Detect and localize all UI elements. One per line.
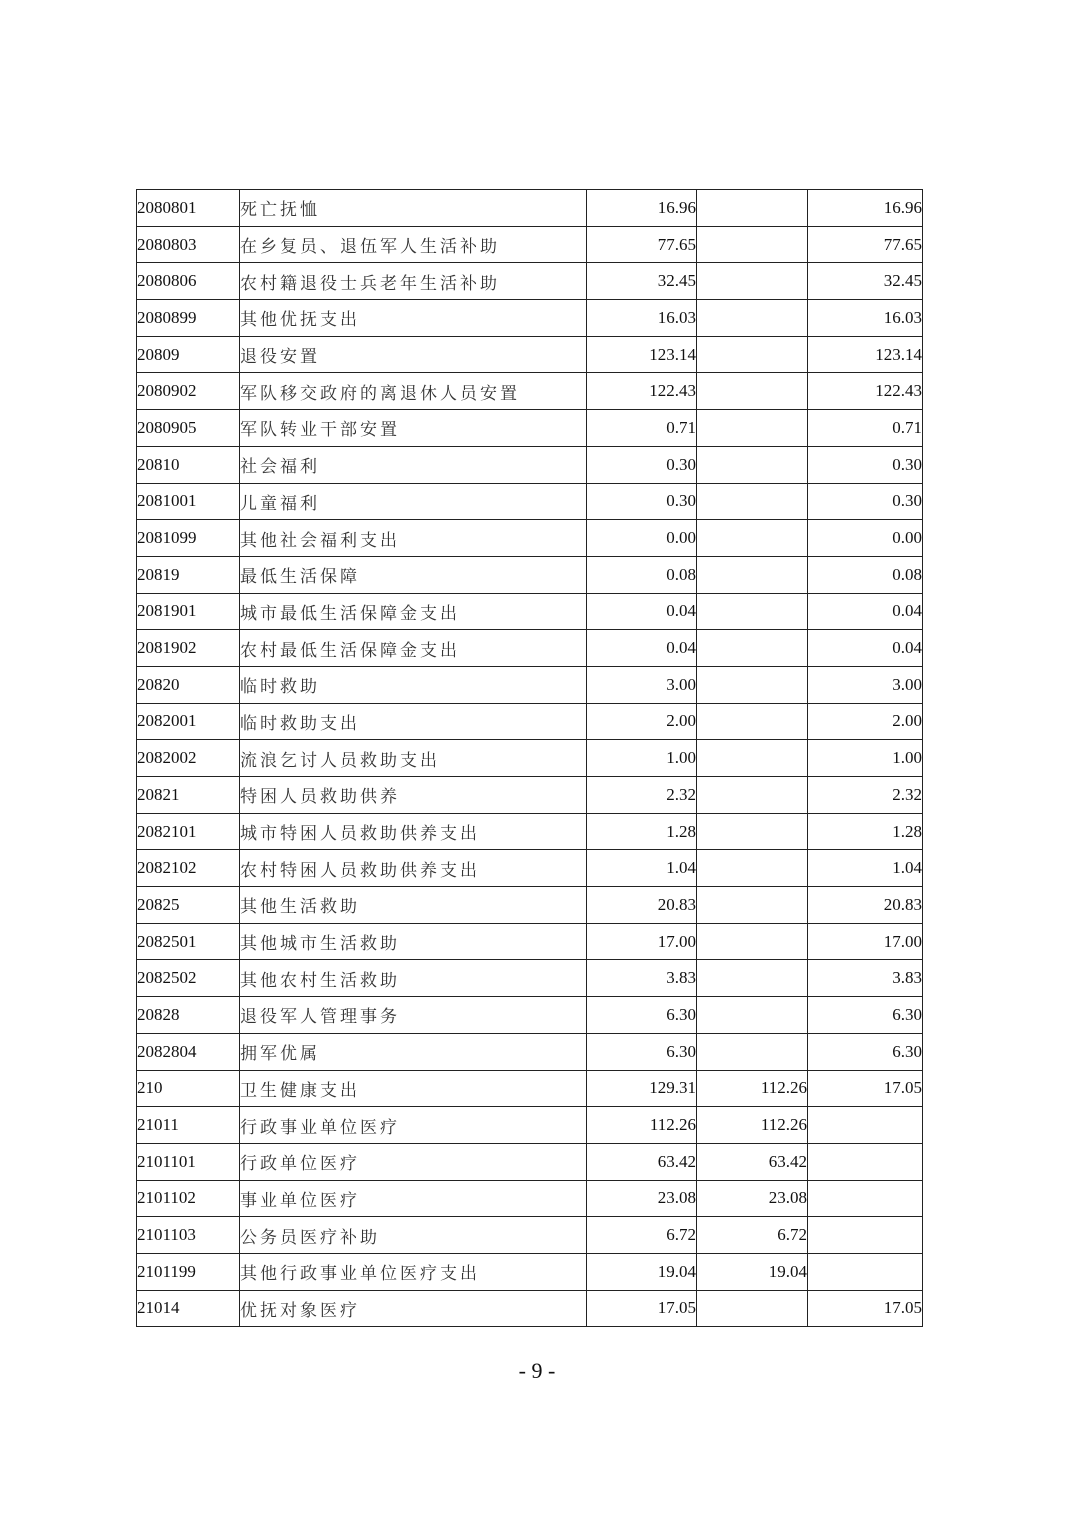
- name-cell: 城市最低生活保障金支出: [240, 593, 587, 630]
- basic-cell: 63.42: [697, 1143, 808, 1180]
- code-cell: 20828: [137, 997, 240, 1034]
- total-cell: 2.00: [587, 703, 697, 740]
- project-cell: 0.30: [808, 483, 923, 520]
- code-cell: 2080806: [137, 263, 240, 300]
- total-cell: 122.43: [587, 373, 697, 410]
- table-row: [137, 446, 923, 483]
- code-cell: 2080801: [137, 190, 240, 227]
- code-cell: 20810: [137, 446, 240, 483]
- table-row: [137, 190, 923, 227]
- code-cell: 2082002: [137, 740, 240, 777]
- code-cell: 2082102: [137, 850, 240, 887]
- name-cell: 退役安置: [240, 336, 587, 373]
- code-cell: 20820: [137, 666, 240, 703]
- name-cell: 行政事业单位医疗: [240, 1107, 587, 1144]
- total-cell: 1.28: [587, 813, 697, 850]
- name-cell: 公务员医疗补助: [240, 1217, 587, 1254]
- code-cell: 20825: [137, 887, 240, 924]
- total-cell: 0.00: [587, 520, 697, 557]
- code-cell: 21011: [137, 1107, 240, 1144]
- basic-cell: 112.26: [697, 1107, 808, 1144]
- code-cell: 2082804: [137, 1033, 240, 1070]
- name-cell: 军队移交政府的离退休人员安置: [240, 373, 587, 410]
- table-row: [137, 1253, 923, 1290]
- project-cell: 0.08: [808, 556, 923, 593]
- total-cell: 77.65: [587, 226, 697, 263]
- table-row: [137, 410, 923, 447]
- project-cell: 0.04: [808, 593, 923, 630]
- code-cell: 2082101: [137, 813, 240, 850]
- total-cell: 6.30: [587, 1033, 697, 1070]
- name-cell: 临时救助支出: [240, 703, 587, 740]
- basic-cell: [697, 630, 808, 667]
- project-cell: 3.83: [808, 960, 923, 997]
- total-cell: 123.14: [587, 336, 697, 373]
- basic-cell: [697, 703, 808, 740]
- total-cell: 17.00: [587, 923, 697, 960]
- code-cell: 210: [137, 1070, 240, 1107]
- project-cell: 2.32: [808, 777, 923, 814]
- basic-cell: [697, 226, 808, 263]
- table-row: [137, 520, 923, 557]
- name-cell: 流浪乞讨人员救助支出: [240, 740, 587, 777]
- name-cell: 其他生活救助: [240, 887, 587, 924]
- project-cell: 0.04: [808, 630, 923, 667]
- code-cell: 2080803: [137, 226, 240, 263]
- project-cell: 32.45: [808, 263, 923, 300]
- project-cell: 17.00: [808, 923, 923, 960]
- project-cell: 0.00: [808, 520, 923, 557]
- table-row: [137, 777, 923, 814]
- project-cell: [808, 1217, 923, 1254]
- basic-cell: [697, 887, 808, 924]
- name-cell: 特困人员救助供养: [240, 777, 587, 814]
- project-cell: 17.05: [808, 1290, 923, 1327]
- name-cell: 卫生健康支出: [240, 1070, 587, 1107]
- basic-cell: [697, 666, 808, 703]
- total-cell: 0.30: [587, 483, 697, 520]
- project-cell: 16.03: [808, 300, 923, 337]
- table-row: [137, 1033, 923, 1070]
- total-cell: 129.31: [587, 1070, 697, 1107]
- total-cell: 17.05: [587, 1290, 697, 1327]
- name-cell: 退役军人管理事务: [240, 997, 587, 1034]
- project-cell: 6.30: [808, 997, 923, 1034]
- name-cell: 最低生活保障: [240, 556, 587, 593]
- total-cell: 0.71: [587, 410, 697, 447]
- project-cell: 17.05: [808, 1070, 923, 1107]
- code-cell: 21014: [137, 1290, 240, 1327]
- code-cell: 2101102: [137, 1180, 240, 1217]
- code-cell: 2080902: [137, 373, 240, 410]
- name-cell: 优抚对象医疗: [240, 1290, 587, 1327]
- name-cell: 其他行政事业单位医疗支出: [240, 1253, 587, 1290]
- project-cell: 2.00: [808, 703, 923, 740]
- name-cell: 其他农村生活救助: [240, 960, 587, 997]
- name-cell: 城市特困人员救助供养支出: [240, 813, 587, 850]
- basic-cell: [697, 593, 808, 630]
- total-cell: 0.04: [587, 593, 697, 630]
- code-cell: 2081901: [137, 593, 240, 630]
- table-row: [137, 703, 923, 740]
- total-cell: 6.72: [587, 1217, 697, 1254]
- project-cell: [808, 1143, 923, 1180]
- table-row: [137, 226, 923, 263]
- table-row: [137, 960, 923, 997]
- total-cell: 20.83: [587, 887, 697, 924]
- basic-cell: [697, 336, 808, 373]
- total-cell: 32.45: [587, 263, 697, 300]
- project-cell: 20.83: [808, 887, 923, 924]
- basic-cell: [697, 923, 808, 960]
- table-row: [137, 923, 923, 960]
- basic-cell: [697, 446, 808, 483]
- total-cell: 6.30: [587, 997, 697, 1034]
- table-row: [137, 630, 923, 667]
- page-number: - 9 -: [518, 1358, 556, 1383]
- basic-cell: [697, 410, 808, 447]
- name-cell: 其他社会福利支出: [240, 520, 587, 557]
- name-cell: 拥军优属: [240, 1033, 587, 1070]
- code-cell: 2082501: [137, 923, 240, 960]
- name-cell: 儿童福利: [240, 483, 587, 520]
- name-cell: 农村特困人员救助供养支出: [240, 850, 587, 887]
- table-row: [137, 850, 923, 887]
- project-cell: [808, 1253, 923, 1290]
- table-row: [137, 997, 923, 1034]
- code-cell: 2101199: [137, 1253, 240, 1290]
- table-row: [137, 1290, 923, 1327]
- basic-cell: 23.08: [697, 1180, 808, 1217]
- total-cell: 19.04: [587, 1253, 697, 1290]
- table-row: [137, 1107, 923, 1144]
- total-cell: 112.26: [587, 1107, 697, 1144]
- basic-cell: [697, 483, 808, 520]
- project-cell: [808, 1180, 923, 1217]
- code-cell: 2081001: [137, 483, 240, 520]
- table-row: [137, 556, 923, 593]
- total-cell: 63.42: [587, 1143, 697, 1180]
- basic-cell: [697, 1033, 808, 1070]
- total-cell: 16.03: [587, 300, 697, 337]
- code-cell: 2081099: [137, 520, 240, 557]
- table-row: [137, 666, 923, 703]
- project-cell: 1.00: [808, 740, 923, 777]
- name-cell: 农村最低生活保障金支出: [240, 630, 587, 667]
- code-cell: 2101103: [137, 1217, 240, 1254]
- name-cell: 其他优抚支出: [240, 300, 587, 337]
- total-cell: 16.96: [587, 190, 697, 227]
- table-row: [137, 1070, 923, 1107]
- basic-cell: [697, 373, 808, 410]
- total-cell: 3.00: [587, 666, 697, 703]
- basic-cell: [697, 263, 808, 300]
- code-cell: 2080899: [137, 300, 240, 337]
- project-cell: 1.28: [808, 813, 923, 850]
- code-cell: 2082502: [137, 960, 240, 997]
- basic-cell: [697, 190, 808, 227]
- project-cell: [808, 1107, 923, 1144]
- project-cell: 16.96: [808, 190, 923, 227]
- name-cell: 事业单位医疗: [240, 1180, 587, 1217]
- basic-cell: [697, 997, 808, 1034]
- name-cell: 行政单位医疗: [240, 1143, 587, 1180]
- project-cell: 0.71: [808, 410, 923, 447]
- total-cell: 0.04: [587, 630, 697, 667]
- code-cell: 2101101: [137, 1143, 240, 1180]
- name-cell: 在乡复员、退伍军人生活补助: [240, 226, 587, 263]
- code-cell: 2080905: [137, 410, 240, 447]
- name-cell: 死亡抚恤: [240, 190, 587, 227]
- table-row: [137, 1180, 923, 1217]
- total-cell: 3.83: [587, 960, 697, 997]
- name-cell: 农村籍退役士兵老年生活补助: [240, 263, 587, 300]
- total-cell: 0.30: [587, 446, 697, 483]
- basic-cell: 112.26: [697, 1070, 808, 1107]
- code-cell: 2081902: [137, 630, 240, 667]
- basic-cell: [697, 960, 808, 997]
- table-row: [137, 336, 923, 373]
- total-cell: 0.08: [587, 556, 697, 593]
- table-row: [137, 1143, 923, 1180]
- basic-cell: [697, 300, 808, 337]
- project-cell: 122.43: [808, 373, 923, 410]
- table-row: [137, 813, 923, 850]
- total-cell: 1.00: [587, 740, 697, 777]
- basic-cell: [697, 740, 808, 777]
- name-cell: 临时救助: [240, 666, 587, 703]
- project-cell: 0.30: [808, 446, 923, 483]
- table-row: [137, 263, 923, 300]
- basic-cell: [697, 520, 808, 557]
- basic-cell: 19.04: [697, 1253, 808, 1290]
- code-cell: 20821: [137, 777, 240, 814]
- basic-cell: [697, 1290, 808, 1327]
- project-cell: 3.00: [808, 666, 923, 703]
- budget-expenditure-table: [136, 189, 923, 1327]
- basic-cell: [697, 850, 808, 887]
- project-cell: 1.04: [808, 850, 923, 887]
- name-cell: 军队转业干部安置: [240, 410, 587, 447]
- name-cell: 其他城市生活救助: [240, 923, 587, 960]
- table-row: [137, 483, 923, 520]
- project-cell: 123.14: [808, 336, 923, 373]
- basic-cell: [697, 556, 808, 593]
- code-cell: 2082001: [137, 703, 240, 740]
- basic-cell: 6.72: [697, 1217, 808, 1254]
- project-cell: 6.30: [808, 1033, 923, 1070]
- basic-cell: [697, 777, 808, 814]
- name-cell: 社会福利: [240, 446, 587, 483]
- table-row: [137, 1217, 923, 1254]
- code-cell: 20819: [137, 556, 240, 593]
- project-cell: 77.65: [808, 226, 923, 263]
- table-body: [137, 190, 923, 1327]
- total-cell: 1.04: [587, 850, 697, 887]
- code-cell: 20809: [137, 336, 240, 373]
- table-row: [137, 300, 923, 337]
- total-cell: 23.08: [587, 1180, 697, 1217]
- table-row: [137, 740, 923, 777]
- table-row: [137, 593, 923, 630]
- table-row: [137, 373, 923, 410]
- basic-cell: [697, 813, 808, 850]
- table-row: [137, 887, 923, 924]
- total-cell: 2.32: [587, 777, 697, 814]
